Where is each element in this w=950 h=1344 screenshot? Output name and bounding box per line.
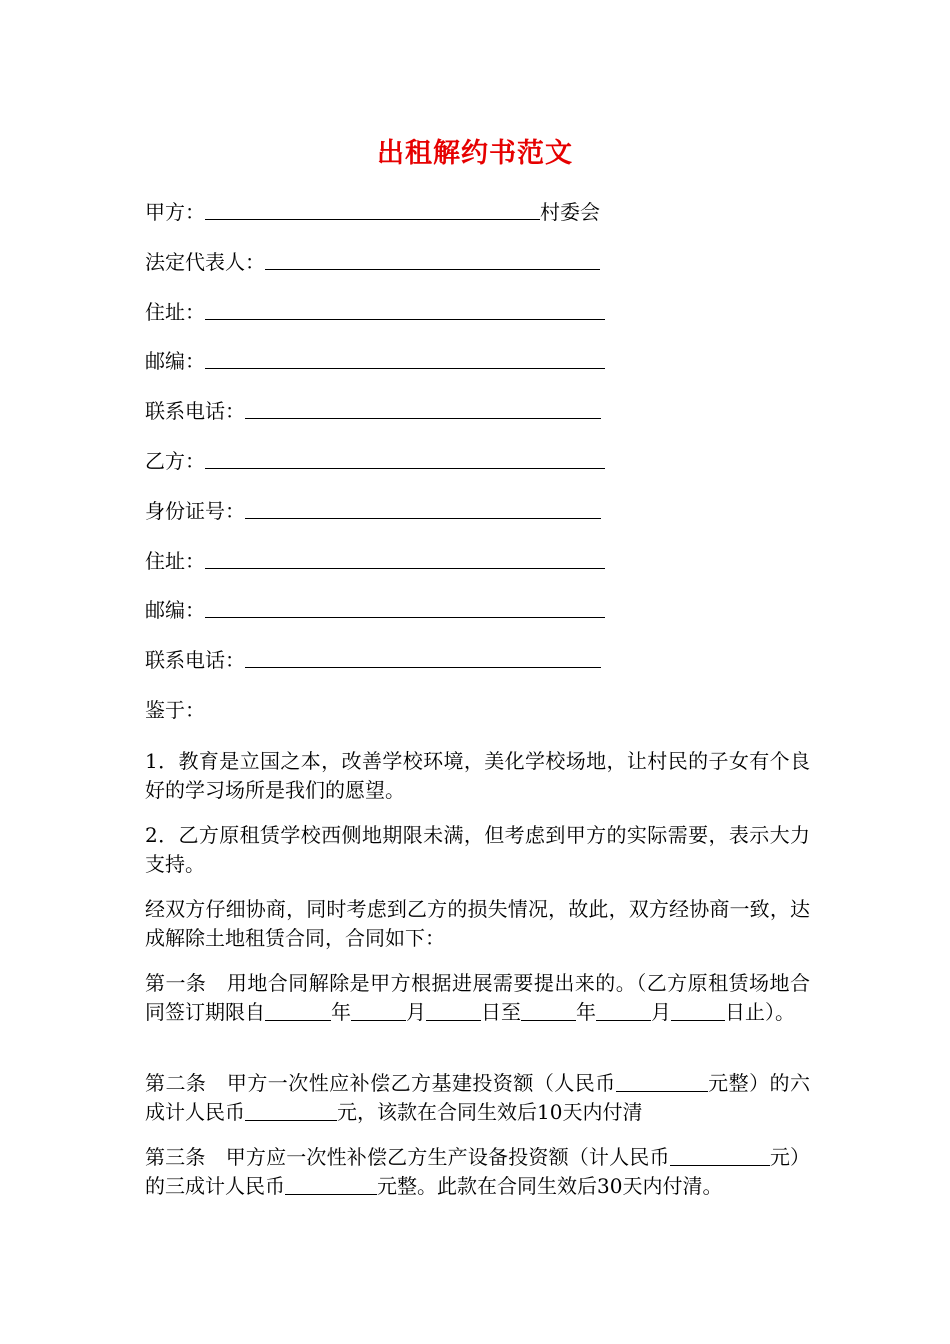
party-a-address-blank[interactable]	[205, 297, 605, 320]
party-a-phone-label: 联系电话：	[145, 399, 245, 423]
party-a-phone-row	[145, 396, 601, 426]
article-2-mid: 元整）的六成计人民币	[145, 1071, 811, 1124]
start-month-blank[interactable]	[351, 998, 406, 1021]
party-a-phone-blank[interactable]	[245, 396, 601, 419]
party-a-row	[145, 197, 600, 227]
party-a-label: 甲方：	[145, 200, 205, 224]
party-a-suffix: 村委会	[540, 200, 600, 224]
party-b-postcode-blank[interactable]	[205, 595, 605, 618]
article-2	[145, 1069, 810, 1127]
legal-rep-label: 法定代表人：	[145, 250, 265, 274]
party-b-label: 乙方：	[145, 449, 205, 473]
clause-2: 2．乙方原租赁学校西侧地期限未满，但考虑到甲方的实际需要，表示大力支持。	[145, 823, 810, 876]
article-1-text: 第一条 用地合同解除是甲方根据进展需要提出来的。（乙方原租赁场地合同签订期限自	[145, 971, 810, 1024]
infrastructure-compensation-blank[interactable]	[245, 1098, 337, 1121]
id-number-row	[145, 496, 601, 526]
article-2-end: 元，该款在合同生效后10天内付清	[337, 1100, 643, 1124]
legal-rep-blank[interactable]	[265, 247, 600, 270]
end-day-blank-part1[interactable]	[671, 998, 681, 1021]
document-title: 出租解约书范文	[377, 138, 573, 169]
party-b-address-blank[interactable]	[205, 546, 605, 569]
legal-rep-row	[145, 247, 600, 277]
equipment-compensation-blank[interactable]	[285, 1172, 377, 1195]
party-b-blank[interactable]	[205, 446, 605, 469]
article-1	[145, 969, 810, 1027]
id-number-blank[interactable]	[245, 496, 601, 519]
infrastructure-amount-blank[interactable]	[616, 1069, 708, 1092]
end-year-blank[interactable]	[521, 998, 576, 1021]
party-b-phone-blank[interactable]	[245, 645, 601, 668]
article-3-text: 第三条 甲方应一次性补偿乙方生产设备投资额（计人民币	[145, 1145, 670, 1169]
whereas-heading	[145, 695, 205, 725]
party-a-blank[interactable]	[205, 197, 540, 220]
end-month-label: 月	[651, 1000, 671, 1024]
clause-1: 1．教育是立国之本，改善学校环境，美化学校场地，让村民的子女有个良好的学习场所是我们的愿望。	[145, 749, 810, 802]
article-1-end: 日止）。	[725, 1000, 795, 1024]
start-year-blank[interactable]	[265, 998, 331, 1021]
party-a-postcode-label: 邮编：	[145, 349, 205, 373]
party-b-postcode-label: 邮编：	[145, 598, 205, 622]
party-b-phone-row	[145, 645, 601, 675]
end-day-blank[interactable]	[681, 998, 725, 1021]
party-b-phone-label: 联系电话：	[145, 648, 245, 672]
equipment-amount-blank[interactable]	[670, 1143, 748, 1166]
end-month-blank[interactable]	[596, 998, 651, 1021]
party-a-address-row	[145, 297, 605, 327]
start-month-label: 月	[406, 1000, 426, 1024]
article-3-end: 元整。此款在合同生效后30天内付清。	[377, 1174, 723, 1198]
article-3	[145, 1143, 810, 1201]
agreement-intro: 经双方仔细协商，同时考虑到乙方的损失情况，故此，双方经协商一致，达成解除土地租赁合同，合同如下：	[145, 897, 810, 950]
party-b-postcode-row	[145, 595, 605, 625]
party-b-row	[145, 446, 605, 476]
id-number-label: 身份证号：	[145, 499, 245, 523]
party-b-address-label: 住址：	[145, 549, 205, 573]
party-a-postcode-blank[interactable]	[205, 346, 605, 369]
day-to-label: 日至	[481, 1000, 521, 1024]
start-day-blank[interactable]	[426, 998, 481, 1021]
whereas-label: 鉴于：	[145, 698, 205, 722]
equipment-amount-blank-cont[interactable]	[748, 1143, 770, 1166]
party-a-address-label: 住址：	[145, 300, 205, 324]
article-2-text: 第二条 甲方一次性应补偿乙方基建投资额（人民币	[145, 1071, 616, 1095]
party-b-address-row	[145, 546, 605, 576]
end-year-label: 年	[576, 1000, 596, 1024]
party-a-postcode-row	[145, 346, 605, 376]
article-3-mid: 元）的三成计人民币	[145, 1145, 811, 1198]
start-year-label: 年	[331, 1000, 351, 1024]
